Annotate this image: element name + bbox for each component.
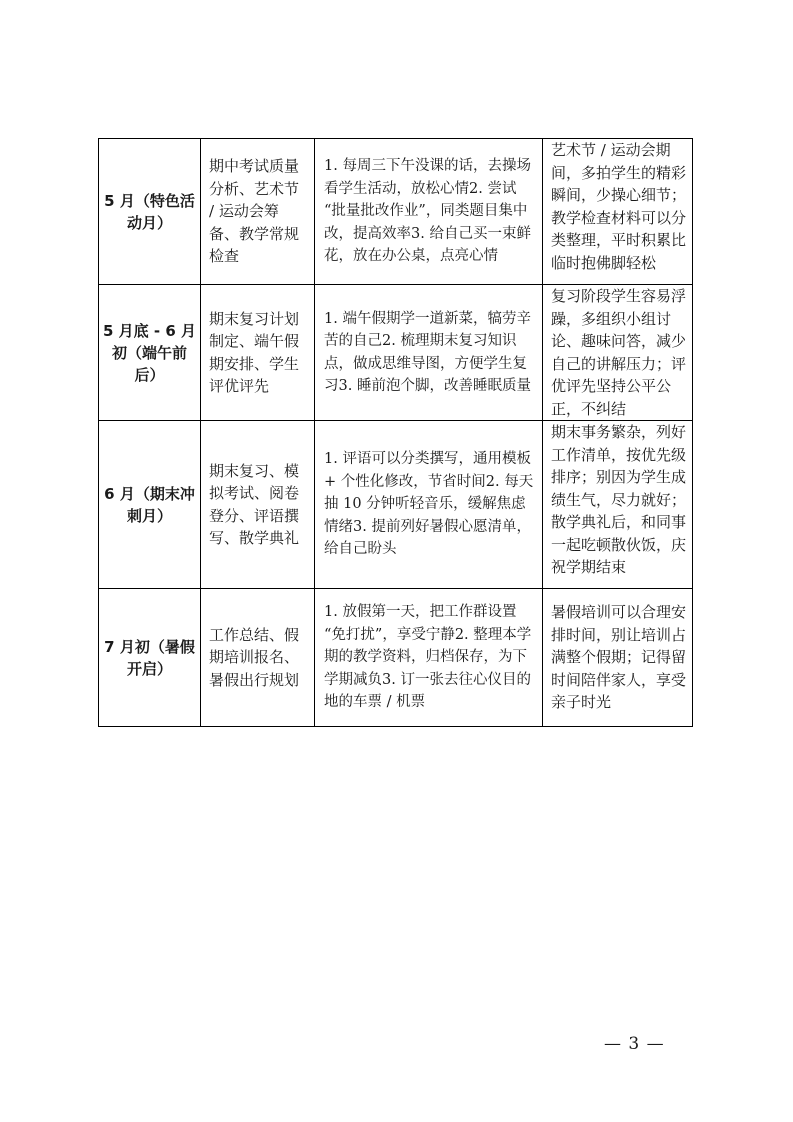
note-cell: 期末事务繁杂，列好工作清单，按优先级排序；别因为学生成绩生气，尽力就好；散学典礼后，和同事一起吃顿散伙饭，庆祝学期结束 [543,421,693,589]
month-cell: 5 月（特色活动月） [99,139,201,285]
task-cell: 期中考试质量分析、艺术节 / 运动会筹备、教学常规检查 [201,139,315,285]
note-cell: 暑假培训可以合理安排时间，别让培训占满整个假期；记得留时间陪伴家人，享受亲子时光 [543,589,693,727]
table-row [99,421,693,589]
task-cell: 工作总结、假期培训报名、暑假出行规划 [201,589,315,727]
note-cell: 复习阶段学生容易浮躁，多组织小组讨论、趣味问答，减少自己的讲解压力；评优评先坚持公平公正，不纠结 [543,285,693,421]
tips-cell: 1. 端午假期学一道新菜，犒劳辛苦的自己2. 梳理期末复习知识点，做成思维导图，方便学生复习3. 睡前泡个脚，改善睡眠质量 [315,285,543,421]
note-cell: 艺术节 / 运动会期间，多拍学生的精彩瞬间，少操心细节；教学检查材料可以分类整理，平时积累比临时抱佛脚轻松 [543,139,693,285]
task-cell: 期末复习计划制定、端午假期安排、学生评优评先 [201,285,315,421]
month-cell: 6 月（期末冲刺月） [99,421,201,589]
month-cell: 7 月初（暑假开启） [99,589,201,727]
tips-cell: 1. 评语可以分类撰写，通用模板 + 个性化修改，节省时间2. 每天抽 10 分钟听轻音乐，缓解焦虑情绪3. 提前列好暑假心愿清单，给自己盼头 [315,421,543,589]
table-row [99,589,693,727]
schedule-table [98,138,693,727]
task-cell: 期末复习、模拟考试、阅卷登分、评语撰写、散学典礼 [201,421,315,589]
month-cell: 5 月底 - 6 月初（端午前后） [99,285,201,421]
tips-cell: 1. 每周三下午没课的话，去操场看学生活动，放松心情2. 尝试 “批量批改作业”，同类题目集中改，提高效率3. 给自己买一束鲜花，放在办公桌，点亮心情 [315,139,543,285]
tips-cell: 1. 放假第一天，把工作群设置 “免打扰”，享受宁静2. 整理本学期的教学资料，归档保存，为下学期减负3. 订一张去往心仪目的地的车票 / 机票 [315,589,543,727]
table-row [99,139,693,285]
page-number: — 3 — [604,1034,665,1054]
table-row [99,285,693,421]
